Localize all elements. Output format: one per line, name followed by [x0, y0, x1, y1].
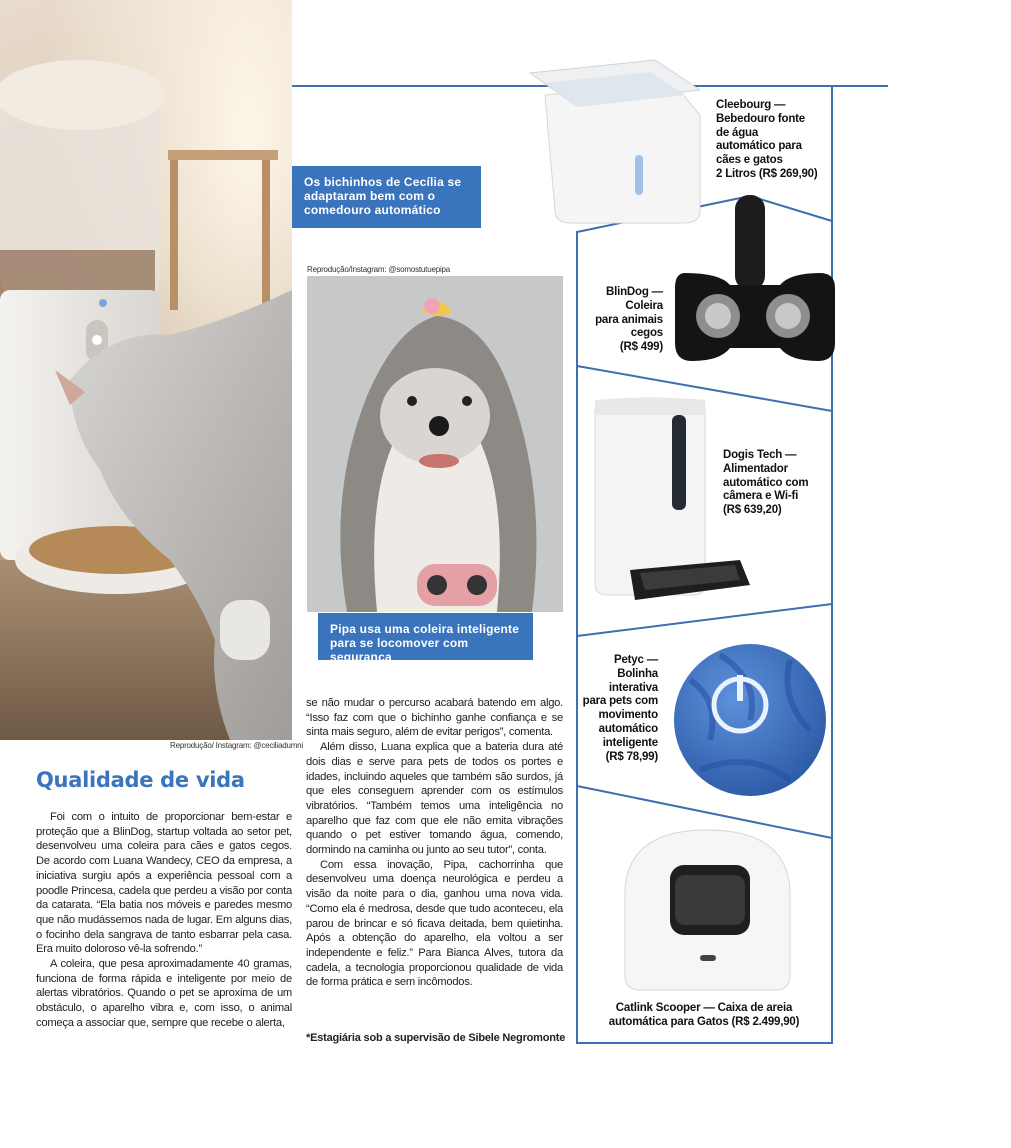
article-paragraph: Além disso, Luana explica que a bateria dura até dois dias e serve para pets de todos os portes e idades, incluindo aqueles que também são surdos, já que eles conseguem aprender com os estímulos vibratórios. “Também temos uma inteligência no aparelho que faz com que ele não emita vibrações quando o pet estiver tomando água, comendo, dormindo na caminha ou junto ao seu tutor”, conta. — [306, 741, 563, 857]
article-paragraph: A coleira, que pesa aproximadamente 40 gramas, funciona de forma rápida e inteligente por meio de alertas vibratórios. Quando o pet se aproxima de um obstáculo, o aparelho vibra e, com isso, o animal começa a associar que, sempre que recebe o alerta, — [36, 958, 292, 1029]
caption-dog: Pipa usa uma coleira inteligente para se locomover com segurança — [318, 613, 533, 660]
article-heading: Qualidade de vida — [36, 768, 245, 792]
product-label-dogis: Dogis Tech — Alimentador automático com câmera e Wi-fi (R$ 639,20) — [723, 449, 809, 517]
article-byline: *Estagiária sob a supervisão de Sibele Negromonte — [306, 1032, 566, 1044]
product-label-blindog: BlinDog — Coleira para animais cegos (R$ 499) — [595, 286, 663, 354]
product-label-petyc: Petyc — Bolinha interativa para pets com movimento automático inteligente (R$ 78,99) — [582, 654, 658, 763]
article-paragraph: Foi com o intuito de proporcionar bem-estar e proteção que a BlinDog, startup voltada ao setor pet, desenvolveu uma coleira para cães e gatos cegos. De acordo com Luana Wandecy, CEO da empresa, a iniciativa surgiu após a experiência pessoal com a poodle Princesa, cadela que perdeu a visão por conta da catarata. “Ela batia nos móveis e paredes mesmo que não mudássemos nada de lugar. Em alguns dias, o focinho dela sangrava de tanto esbarrar pela casa. Era muito doloroso vê-la sofrendo.” — [36, 811, 292, 956]
article-paragraph: se não mudar o percurso acabará batendo em algo. “Isso faz com que o bichinho ganhe confiança e se sinta mais seguro, além de evitar perigos”, comenta. — [306, 697, 563, 739]
hero-illustration — [0, 0, 292, 740]
article-paragraph: Com essa inovação, Pipa, cachorrinha que desenvolveu uma doença neurológica e perdeu a visão da noite para o dia, ganhou uma nova vida. “Como ela é medrosa, desde que tudo aconteceu, ela parou de brincar e só ficava deitada, bem quietinha. Após a obtenção do aparelho, ela voltou a ser independente e feliz.” Para Bianca Alves, tutora da cadela, a tecnologia proporcionou qualidade de vida de forma prática e sem incômodos. — [306, 858, 563, 989]
dog-illustration — [307, 276, 563, 612]
hero-photo-cat-feeder — [0, 0, 292, 740]
product-catlink-litterbox-image — [615, 825, 800, 995]
caption-feeder: Os bichinhos de Cecília se adaptaram bem com o comedouro automático — [292, 166, 481, 228]
hero-photo-credit: Reprodução/ Instagram: @ceciliadumni — [170, 741, 303, 750]
article-column-1 — [36, 810, 292, 1031]
article-column-2 — [306, 696, 563, 990]
product-petyc-ball-image — [670, 640, 830, 800]
product-blindog-collar-image — [670, 193, 840, 368]
dog-photo — [307, 276, 563, 612]
dog-photo-credit: Reprodução/Instagram: @somostutuepipa — [307, 265, 451, 274]
product-label-cleebourg: Cleebourg — Bebedouro fonte de água automático para cães e gatos 2 Litros (R$ 269,90) — [716, 99, 818, 180]
product-label-catlink: Catlink Scooper — Caixa de areia automática para Gatos (R$ 2.499,90) — [608, 1002, 800, 1028]
